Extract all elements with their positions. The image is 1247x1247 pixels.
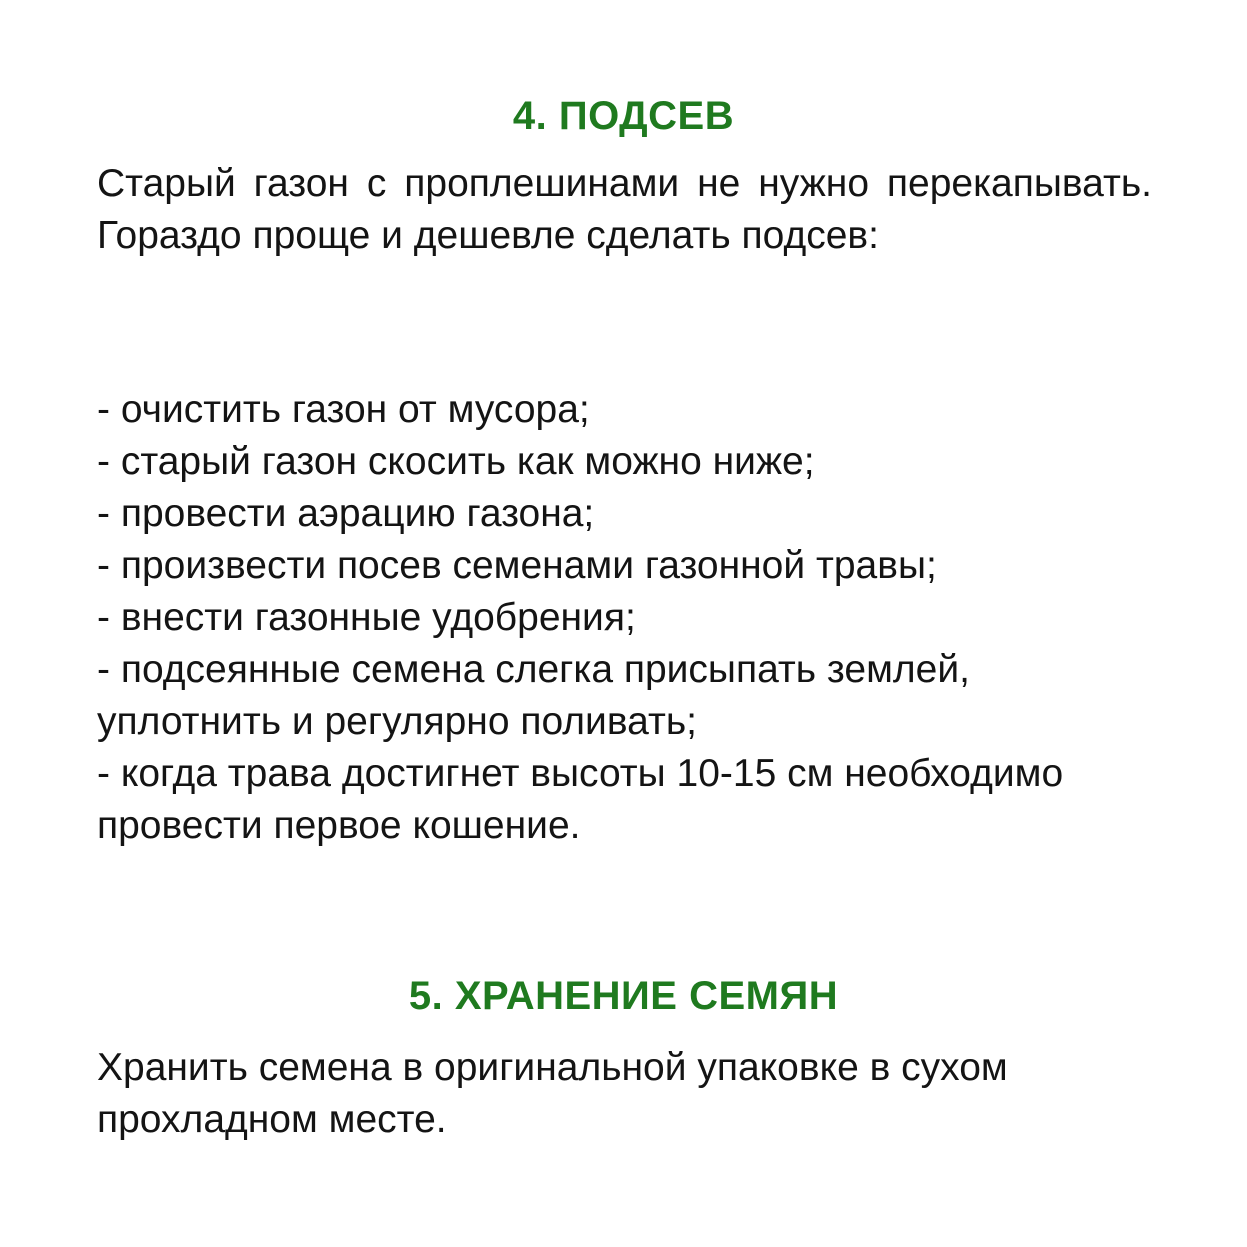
list-item: - провести аэрацию газона; (97, 492, 595, 535)
list-item: - старый газон скосить как можно ниже; (97, 440, 815, 483)
list-item: - внести газонные удобрения; (97, 596, 636, 639)
section-4-intro: Старый газон с проплешинами не нужно перекапывать. Гораздо проще и дешевле сделать подсев: (97, 162, 1152, 257)
list-item: - когда трава достигнет высоты 10-15 см необходимо провести первое кошение. (97, 752, 1064, 847)
section-5-text: Хранить семена в оригинальной упаковке в сухом прохладном месте. (97, 1046, 1008, 1141)
section-4-title: 4. ПОДСЕВ (512, 94, 735, 138)
list-item: - подсеянные семена слегка присыпать землей, уплотнить и регулярно поливать; (97, 648, 970, 743)
section-5-title: 5. ХРАНЕНИЕ СЕМЯН (408, 974, 839, 1018)
list-item: - очистить газон от мусора; (97, 388, 590, 431)
section-4-steps-list (97, 384, 1152, 852)
list-item: - произвести посев семенами газонной травы; (97, 544, 937, 587)
